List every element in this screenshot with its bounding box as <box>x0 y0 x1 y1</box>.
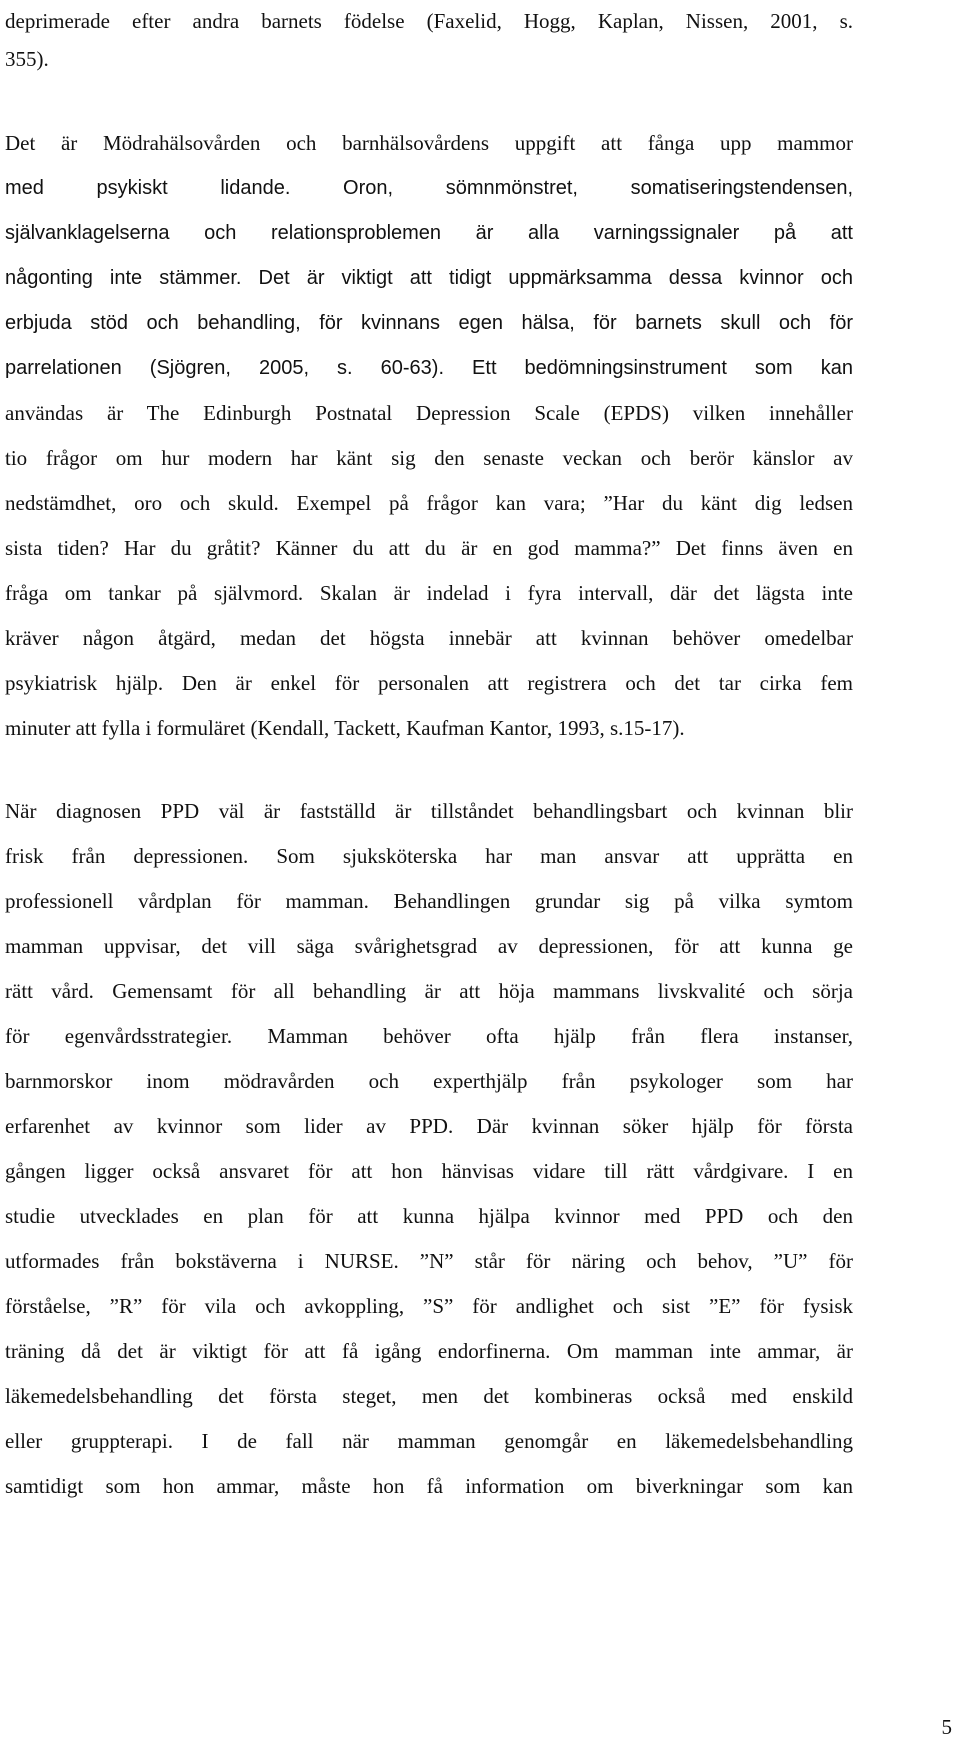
text-line: deprimerade efter andra barnets födelse (Faxelid, Hogg, Kaplan, Nissen, 2001, s. <box>5 9 853 33</box>
text-line: nedstämdhet, oro och skuld. Exempel på frågor kan vara; ”Har du känt dig ledsen <box>5 491 853 515</box>
text-line: erfarenhet av kvinnor som lider av PPD. Där kvinnan söker hjälp för första <box>5 1114 853 1138</box>
text-line: gången ligger också ansvaret för att hon hänvisas vidare till rätt vårdgivare. I en <box>5 1159 853 1183</box>
text-line: professionell vårdplan för mamman. Behandlingen grundar sig på vilka symtom <box>5 889 853 913</box>
page-number: 5 <box>941 1715 952 1739</box>
text-line: kräver någon åtgärd, medan det högsta innebär att kvinnan behöver omedelbar <box>5 626 853 650</box>
text-line: sista tiden? Har du gråtit? Känner du att du är en god mamma?” Det finns även en <box>5 536 853 560</box>
text-line: studie utvecklades en plan för att kunna hjälpa kvinnor med PPD och den <box>5 1204 853 1228</box>
text-line: med psykiskt lidande. Oron, sömnmönstret, somatiseringstendensen, <box>5 177 853 199</box>
text-line: samtidigt som hon ammar, måste hon få information om biverkningar som kan <box>5 1474 853 1498</box>
text-line: för egenvårdsstrategier. Mamman behöver ofta hjälp från flera instanser, <box>5 1024 853 1048</box>
text-line: tio frågor om hur modern har känt sig den senaste veckan och berör känslor av <box>5 446 853 470</box>
text-line: rätt vård. Gemensamt för all behandling är att höja mammans livskvalité och sörja <box>5 979 853 1003</box>
text-line: 355). <box>5 47 49 71</box>
text-line: användas är The Edinburgh Postnatal Depression Scale (EPDS) vilken innehåller <box>5 401 853 425</box>
text-line: barnmorskor inom mödravården och experthjälp från psykologer som har <box>5 1069 853 1093</box>
text-line: minuter att fylla i formuläret (Kendall, Tackett, Kaufman Kantor, 1993, s.15-17). <box>5 716 685 740</box>
text-line: När diagnosen PPD väl är fastställd är tillståndet behandlingsbart och kvinnan blir <box>5 799 853 823</box>
text-line: utformades från bokstäverna i NURSE. ”N” står för näring och behov, ”U” för <box>5 1249 853 1273</box>
text-line: träning då det är viktigt för att få igång endorfinerna. Om mamman inte ammar, är <box>5 1339 853 1363</box>
text-line: Det är Mödrahälsovården och barnhälsovårdens uppgift att fånga upp mammor <box>5 131 853 155</box>
text-line: mamman uppvisar, det vill säga svårighetsgrad av depressionen, för att kunna ge <box>5 934 853 958</box>
text-line: fråga om tankar på självmord. Skalan är indelad i fyra intervall, där det lägsta inte <box>5 581 853 605</box>
text-line: självanklagelserna och relationsproblemen är alla varningssignaler på att <box>5 222 853 244</box>
text-line: någonting inte stämmer. Det är viktigt att tidigt uppmärksamma dessa kvinnor och <box>5 267 853 289</box>
text-line: psykiatrisk hjälp. Den är enkel för personalen att registrera och det tar cirka fem <box>5 671 853 695</box>
text-line: eller gruppterapi. I de fall när mamman genomgår en läkemedelsbehandling <box>5 1429 853 1453</box>
text-line: förståelse, ”R” för vila och avkoppling, ”S” för andlighet och sist ”E” för fysisk <box>5 1294 853 1318</box>
text-line: läkemedelsbehandling det första steget, men det kombineras också med enskild <box>5 1384 853 1408</box>
text-line: frisk från depressionen. Som sjuksköterska har man ansvar att upprätta en <box>5 844 853 868</box>
text-line: parrelationen (Sjögren, 2005, s. 60-63). Ett bedömningsinstrument som kan <box>5 357 853 379</box>
text-line: erbjuda stöd och behandling, för kvinnans egen hälsa, för barnets skull och för <box>5 312 853 334</box>
